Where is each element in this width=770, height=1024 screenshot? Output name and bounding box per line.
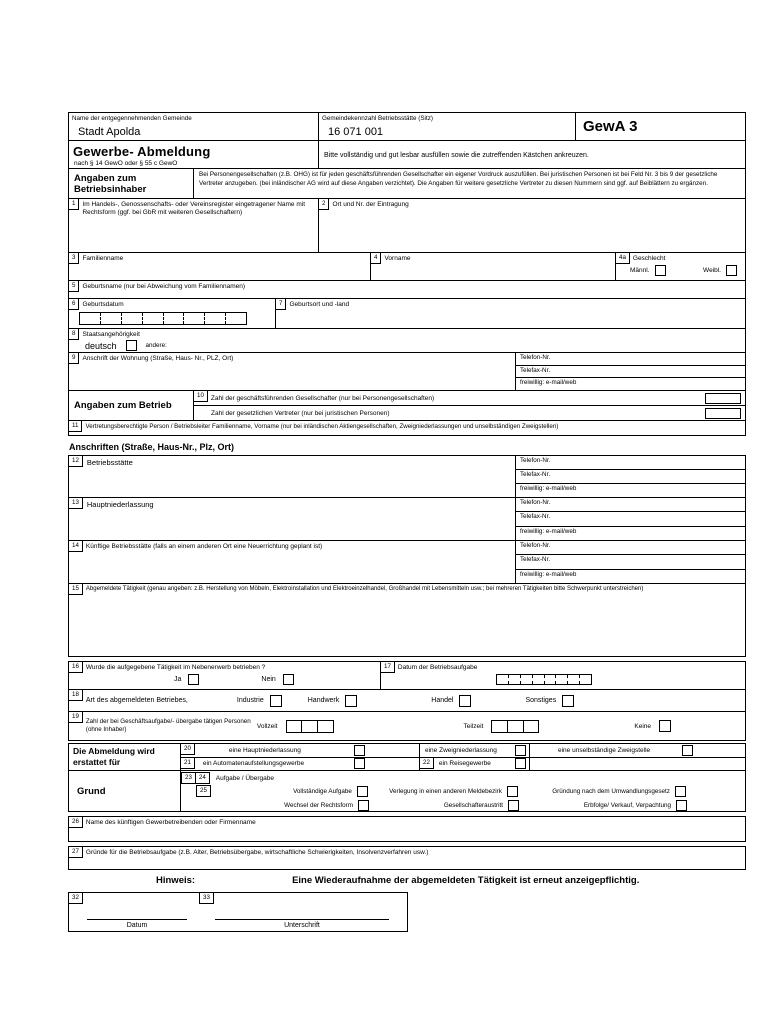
sonstiges-checkbox[interactable] xyxy=(562,695,574,707)
field-4a xyxy=(616,253,745,280)
empty-cell xyxy=(530,758,745,771)
business-section-title: Angaben zum Betrieb xyxy=(74,400,172,411)
date-digit-cell[interactable] xyxy=(579,675,591,684)
row-field-3-4-4a xyxy=(69,253,745,281)
industrie-label: Industrie xyxy=(236,697,264,704)
title-row xyxy=(69,141,745,169)
umwandlung-checkbox[interactable] xyxy=(675,786,686,797)
row-field-9 xyxy=(69,353,745,391)
verlegung-label: Verlegung in einen anderen Meldebezirk xyxy=(389,787,502,795)
industrie-checkbox[interactable] xyxy=(270,695,282,707)
field-5-label: Geburtsname (nur bei Abweichung vom Familiennamen) xyxy=(82,283,246,290)
field-26[interactable] xyxy=(69,817,745,841)
date-digit-cell[interactable] xyxy=(567,675,579,684)
grund-row-2 xyxy=(181,798,745,811)
field-1[interactable] xyxy=(69,199,319,252)
field-27-block xyxy=(68,846,746,870)
grund-heading-row xyxy=(181,772,745,784)
hauptniederlassung-contact xyxy=(516,498,745,540)
email-field[interactable]: freiwillig: e-mail/web xyxy=(520,527,577,535)
aufgabe-uebergabe-label: Aufgabe / Übergabe xyxy=(215,774,274,782)
field-7[interactable] xyxy=(276,299,745,328)
field-13-label: Hauptniederlassung xyxy=(86,500,154,509)
field-15-label: Abgemeldete Tätigkeit (genau angeben: z.B. Herstellung von Möbeln, Elektroinstallation und Elektroeinzelhandel, Großhandel mit Lebensmitteln usw.; bei mehreren Tätigkeiten bitte Schwerpunkt unterstreichen) xyxy=(85,586,644,592)
field-15[interactable] xyxy=(69,584,745,656)
erbfolge-label: Erbfolge/ Verkauf, Verpachtung xyxy=(583,801,671,809)
field-4a-number: 4a xyxy=(616,253,630,264)
telefax-field[interactable]: Telefax-Nr. xyxy=(516,512,745,526)
field-13-number: 13 xyxy=(69,498,83,509)
andere-label: andere: xyxy=(145,342,167,349)
form-code-cell xyxy=(576,113,745,140)
field-20 xyxy=(181,744,420,757)
gesellschafteraustritt-checkbox[interactable] xyxy=(508,800,519,811)
field-7-number: 7 xyxy=(276,299,286,310)
field-5[interactable] xyxy=(69,281,745,298)
field-13[interactable] xyxy=(69,498,516,540)
row-field-5 xyxy=(69,281,745,299)
gemeinde-value[interactable]: Stadt Apolda xyxy=(78,126,141,139)
grund-section xyxy=(69,771,745,811)
field-9-number: 9 xyxy=(69,353,79,364)
field-4[interactable] xyxy=(371,253,616,280)
row-field-18 xyxy=(69,690,745,712)
row-field-12 xyxy=(69,456,745,498)
date-digit-cell[interactable] xyxy=(544,675,556,684)
grund-label: Grund xyxy=(77,785,106,797)
verlegung-checkbox[interactable] xyxy=(507,786,518,797)
reisegewerbe-option-label: ein Reisegewerbe xyxy=(438,760,491,768)
handel-checkbox[interactable] xyxy=(459,695,471,707)
handel-label: Handel xyxy=(431,697,454,704)
row-field-13 xyxy=(69,498,745,541)
automaten-checkbox[interactable] xyxy=(354,758,365,769)
wechsel-rechtsform-label: Wechsel der Rechtsform xyxy=(284,801,353,809)
field-12-number: 12 xyxy=(69,456,83,467)
field-25-number: 25 xyxy=(196,785,211,797)
erstattet-grund-block xyxy=(68,743,746,812)
field-3-label: Familienname xyxy=(82,255,124,262)
email-field[interactable]: freiwillig: e-mail/web xyxy=(520,570,577,578)
weiblich-checkbox[interactable] xyxy=(726,265,737,276)
field-21-number: 21 xyxy=(181,758,195,769)
field-2[interactable] xyxy=(319,199,745,252)
hinweis-label: Hinweis: xyxy=(156,875,196,886)
field-26-label: Name des künftigen Gewerbetreibenden oder Firmenname xyxy=(85,819,256,826)
date-digit-cell[interactable] xyxy=(121,313,142,324)
kuenftige-betriebsstaette-contact xyxy=(516,541,745,583)
gemeinde-label: Name der entgegennehmenden Gemeinde xyxy=(72,115,192,122)
email-field[interactable]: freiwillig: e-mail/web xyxy=(520,485,577,492)
telefax-field[interactable]: Telefax-Nr. xyxy=(516,555,745,569)
geburtsdatum-input[interactable] xyxy=(79,312,247,325)
zweigniederlassung-checkbox[interactable] xyxy=(515,745,526,756)
field-1-label: Im Handels-, Genossenschafts- oder Vereinsregister eingetragener Name mit Rechtsform (ggf. bei GbR mit weiteren Gesellschaftern) xyxy=(82,201,306,217)
zweigstelle-checkbox[interactable] xyxy=(682,745,693,756)
field-22-number: 22 xyxy=(420,758,434,769)
umwandlung-label: Gründung nach dem Umwandlungsgesetz xyxy=(552,787,670,795)
betriebsstaette-contact xyxy=(516,456,745,497)
field-10-number: 10 xyxy=(194,391,208,402)
field-2-number: 2 xyxy=(319,199,329,210)
field-21-22-row xyxy=(181,758,745,771)
telefon-field[interactable]: Telefon-Nr. xyxy=(516,353,745,366)
owner-block xyxy=(68,112,746,436)
field-6-number: 6 xyxy=(69,299,79,310)
field-21 xyxy=(181,758,420,771)
kennzahl-value[interactable]: 16 071 001 xyxy=(328,126,384,139)
date-digit-cell[interactable] xyxy=(80,313,100,324)
field-5-number: 5 xyxy=(69,281,79,292)
field-17 xyxy=(381,662,745,689)
hinweis-row xyxy=(68,875,746,886)
field-20-zweigstelle-cell xyxy=(530,744,745,757)
date-digit-cell[interactable] xyxy=(225,313,246,324)
maennlich-label: Männl. xyxy=(630,267,650,274)
vollstaendige-aufgabe-checkbox[interactable] xyxy=(357,786,368,797)
field-33-number: 33 xyxy=(199,893,214,904)
field-17-label: Datum der Betriebsaufgabe xyxy=(397,664,478,671)
deutsch-checkbox[interactable] xyxy=(126,340,137,351)
maennlich-checkbox[interactable] xyxy=(655,265,666,276)
telefon-field[interactable]: Telefon-Nr. xyxy=(516,541,745,555)
owner-section-note: Bei Personengesellschaften (z.B. OHG) ist für jeden geschäftsführenden Gesellschafter ein eigener Vordruck auszufüllen. Bei juristischen Personen ist bei Feld Nr. 3 bis 9 der gesetzliche Vertreter anzugeben. (bei inländischer AG wird auf diese Angaben verzichtet). Die Angaben für weitere gesetzliche Vertreter zu diesen Nummern sind ggf. auf Beiblättern zu ergänzen. xyxy=(199,171,718,187)
grund-row-1 xyxy=(181,784,745,798)
details-block xyxy=(68,661,746,741)
form-code: GewA 3 xyxy=(583,118,638,135)
field-19-number: 19 xyxy=(69,712,83,723)
date-digit-cell[interactable] xyxy=(532,675,544,684)
field-15-number: 15 xyxy=(69,584,83,595)
field-2-label: Ort und Nr. der Eintragung xyxy=(332,201,409,208)
field-12[interactable] xyxy=(69,456,516,497)
owner-section-title: Angaben zum Betriebsinhaber xyxy=(74,173,147,196)
fill-instruction: Bitte vollständig und gut lesbar ausfüllen sowie die zutreffenden Kästchen ankreuzen. xyxy=(324,152,589,159)
addresses-heading: Anschriften (Straße, Haus-Nr., Plz, Ort) xyxy=(69,442,235,452)
telefax-field[interactable]: Telefax-Nr. xyxy=(516,366,745,379)
owner-section-note-cell xyxy=(194,169,745,198)
field-10-line2 xyxy=(194,406,745,420)
field-27-number: 27 xyxy=(69,847,83,858)
field-16-label: Wurde die aufgegebene Tätigkeit im Nebenerwerb betrieben ? xyxy=(85,664,266,671)
field-24-number: 24 xyxy=(195,772,210,784)
ja-checkbox[interactable] xyxy=(188,674,199,685)
email-field[interactable]: freiwillig: e-mail/web xyxy=(520,379,577,387)
kennzahl-field[interactable] xyxy=(319,113,576,140)
erstattet-label-line1: Die Abmeldung wird xyxy=(73,746,155,756)
wechsel-rechtsform-checkbox[interactable] xyxy=(358,800,369,811)
field-27[interactable] xyxy=(69,847,745,869)
form-title: Gewerbe- Abmeldung xyxy=(73,144,211,159)
nein-label: Nein xyxy=(261,676,276,683)
row-field-6-7 xyxy=(69,299,745,329)
date-digit-cell[interactable] xyxy=(497,675,508,684)
field-14[interactable] xyxy=(69,541,516,583)
owner-section-title-cell xyxy=(69,169,194,198)
erstattet-section xyxy=(69,744,745,771)
business-section-title-cell xyxy=(69,391,194,420)
keine-label: Keine xyxy=(634,722,651,730)
addresses-block xyxy=(68,455,746,657)
field-18-label: Art des abgemeldeten Betriebes, xyxy=(85,697,188,704)
field-1-number: 1 xyxy=(69,199,79,210)
form-title-cell xyxy=(69,141,319,168)
field-7-label: Geburtsort und -land xyxy=(289,301,350,308)
vollzeit-count-input[interactable] xyxy=(286,720,334,733)
field-8-number: 8 xyxy=(69,329,79,340)
vollstaendige-aufgabe-label: Vollständige Aufgabe xyxy=(293,787,352,795)
field-17-number: 17 xyxy=(381,662,395,673)
field-10-line1-label: Zahl der geschäftsführenden Gesellschafter (nur bei Personengesellschaften) xyxy=(210,394,435,402)
wohnung-contact xyxy=(516,353,745,390)
date-digit-cell[interactable] xyxy=(183,313,204,324)
date-digit-cell[interactable] xyxy=(204,313,225,324)
field-10-line1 xyxy=(194,391,745,406)
gesellschafter-count-input[interactable] xyxy=(705,393,741,404)
date-digit-cell[interactable] xyxy=(142,313,163,324)
telefon-field[interactable]: Telefon-Nr. xyxy=(516,456,745,470)
erbfolge-checkbox[interactable] xyxy=(676,800,687,811)
field-14-number: 14 xyxy=(69,541,83,552)
row-field-1-2 xyxy=(69,199,745,253)
date-digit-cell[interactable] xyxy=(163,313,184,324)
signature-block xyxy=(68,892,408,932)
zweigniederlassung-option-label: eine Zweigniederlassung xyxy=(425,746,497,754)
handwerk-checkbox[interactable] xyxy=(345,695,357,707)
field-26-block xyxy=(68,816,746,842)
vertreter-count-input[interactable] xyxy=(705,408,741,419)
field-9[interactable] xyxy=(69,353,516,390)
unterschrift-label: Unterschrift xyxy=(284,922,320,929)
field-10 xyxy=(194,391,745,420)
erstattet-label-cell xyxy=(69,744,181,770)
owner-section-row xyxy=(69,169,745,199)
field-3[interactable] xyxy=(69,253,371,280)
ja-label: Ja xyxy=(174,676,182,683)
telefon-field[interactable]: Telefon-Nr. xyxy=(516,498,745,512)
field-12-label: Betriebsstätte xyxy=(86,458,133,467)
telefax-field[interactable]: Telefax-Nr. xyxy=(516,470,745,484)
gemeinde-field[interactable] xyxy=(69,113,319,140)
nein-checkbox[interactable] xyxy=(283,674,294,685)
hauptniederlassung-checkbox[interactable] xyxy=(354,745,365,756)
automaten-option-label: ein Automatenaufstellungsgewerbe xyxy=(202,760,305,768)
teilzeit-label: Teilzeit xyxy=(463,722,484,730)
field-32-number: 32 xyxy=(69,893,83,904)
field-20-number: 20 xyxy=(181,744,195,755)
unterschrift-line[interactable] xyxy=(215,919,389,920)
field-23-number: 23 xyxy=(181,772,196,784)
field-3-number: 3 xyxy=(69,253,79,264)
field-8 xyxy=(69,329,745,352)
field-8-label: Staatsangehörigkeit xyxy=(82,331,140,338)
datum-line[interactable] xyxy=(87,919,187,920)
field-4a-label: Geschlecht xyxy=(632,255,666,262)
zweigstelle-option-label: eine unselbständige Zweigstelle xyxy=(558,746,651,754)
erstattet-label-line2: erstattet für xyxy=(73,757,121,768)
field-11-label: Vertretungsberechtigte Person / Betriebsleiter Familienname, Vorname (nur bei inländischen Aktiengesellschaften, Zweigniederlassungen und unselbständigen Zweigstellen) xyxy=(85,423,559,430)
header-row xyxy=(69,113,745,141)
hauptniederlassung-option-label: eine Hauptniederlassung xyxy=(228,746,301,754)
hinweis-text: Eine Wiederaufnahme der abgemeldeten Tätigkeit ist erneut anzeigepflichtig. xyxy=(292,875,640,886)
field-11[interactable] xyxy=(69,421,745,435)
field-4-number: 4 xyxy=(371,253,381,264)
teilzeit-count-input[interactable] xyxy=(491,720,539,733)
form-subtitle: nach § 14 GewO oder § 55 c GewO xyxy=(74,160,178,167)
row-field-8 xyxy=(69,329,745,353)
field-16-number: 16 xyxy=(69,662,83,673)
field-4-label: Vorname xyxy=(384,255,411,262)
field-27-label: Gründe für die Betriebsaufgabe (z.B. Alter, Betriebsübergabe, wirtschaftliche Schwierigkeiten, Insolvenzverfahren usw.) xyxy=(85,849,429,856)
field-10-line2-label: Zahl der gesetzlichen Vertreter (nur bei juristischen Personen) xyxy=(211,409,390,417)
keine-checkbox[interactable] xyxy=(659,720,671,732)
field-6[interactable] xyxy=(69,299,276,328)
date-digit-cell[interactable] xyxy=(520,675,532,684)
row-field-16-17 xyxy=(69,662,745,690)
sonstiges-label: Sonstiges xyxy=(525,697,557,704)
field-11-number: 11 xyxy=(69,421,82,432)
datum-label: Datum xyxy=(126,922,148,929)
row-field-14 xyxy=(69,541,745,584)
handwerk-label: Handwerk xyxy=(307,697,340,704)
kennzahl-label: Gemeindekennzahl Betriebsstätte (Sitz) xyxy=(322,115,433,122)
weiblich-label: Weibl. xyxy=(703,267,721,274)
field-20-row xyxy=(181,744,745,758)
field-6-label: Geburtsdatum xyxy=(82,301,124,308)
date-digit-cell[interactable] xyxy=(508,675,520,684)
date-digit-cell[interactable] xyxy=(555,675,567,684)
deutsch-label: deutsch xyxy=(85,340,117,351)
field-19-label: Zahl der bei Geschäftsaufgabe/- übergabe tätigen Personen (ohne Inhaber) xyxy=(85,718,251,733)
field-22 xyxy=(420,758,530,771)
field-26-number: 26 xyxy=(69,817,83,828)
row-field-10 xyxy=(69,391,745,421)
gesellschafteraustritt-label: Gesellschafteraustritt xyxy=(443,801,503,809)
row-field-15 xyxy=(69,584,745,656)
row-field-11 xyxy=(69,421,745,435)
field-14-label: Künftige Betriebsstätte (falls an einem anderen Ort eine Neuerrichtung geplant ist) xyxy=(85,543,323,550)
gewa3-form xyxy=(68,112,746,932)
reisegewerbe-checkbox[interactable] xyxy=(515,758,526,769)
field-20-zweigniederlassung-cell xyxy=(420,744,530,757)
field-9-label: Anschrift der Wohnung (Straße, Haus- Nr., PLZ, Ort) xyxy=(82,355,234,362)
fill-instruction-cell xyxy=(319,141,745,168)
field-16 xyxy=(69,662,381,689)
grund-label-cell xyxy=(69,771,181,811)
vollzeit-label: Vollzeit xyxy=(256,722,278,730)
field-18-number: 18 xyxy=(69,690,83,701)
row-field-19 xyxy=(69,712,745,740)
date-digit-cell[interactable] xyxy=(100,313,121,324)
betriebsaufgabe-datum-input[interactable] xyxy=(496,674,592,685)
